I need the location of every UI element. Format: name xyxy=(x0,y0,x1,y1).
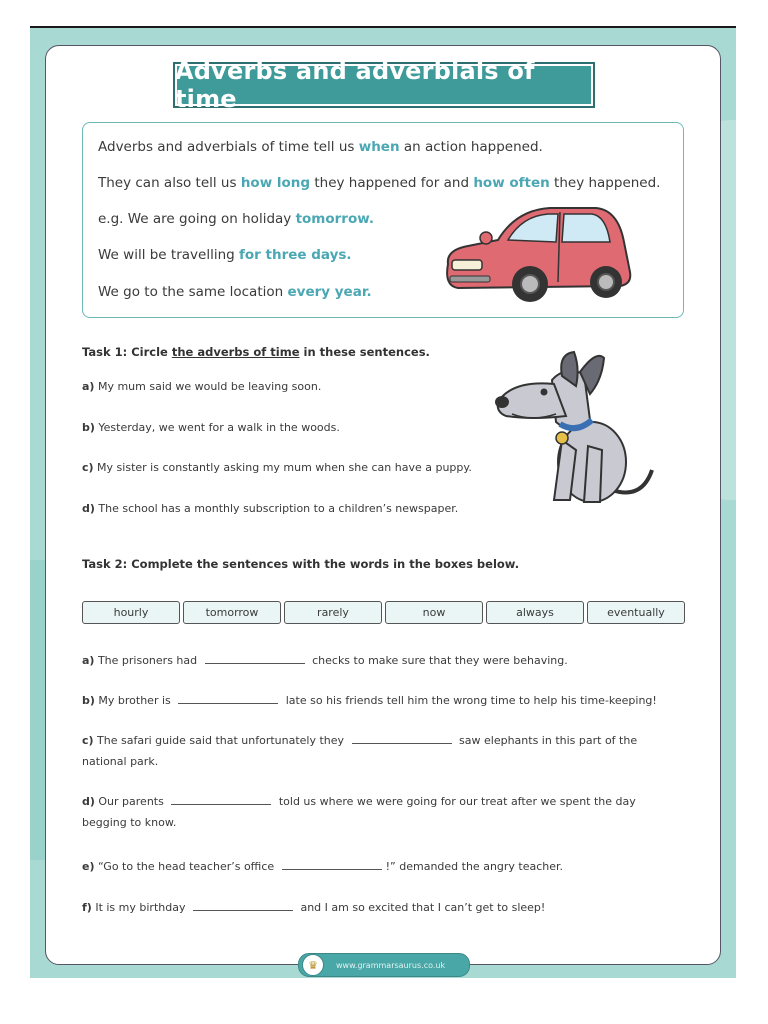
task2-item-f: f) It is my birthday and I am so excited that I can’t get to sleep! xyxy=(82,901,546,914)
word-bank xyxy=(82,601,685,624)
answer-blank[interactable] xyxy=(282,859,382,870)
task2-heading: Task 2: Complete the sentences with the words in the boxes below. xyxy=(82,557,520,571)
task1-item-a: a) My mum said we would be leaving soon. xyxy=(82,380,322,393)
answer-blank[interactable] xyxy=(193,900,293,911)
answer-blank[interactable] xyxy=(178,693,278,704)
answer-blank[interactable] xyxy=(171,794,271,805)
task1-item-c: c) My sister is constantly asking my mum when she can have a puppy. xyxy=(82,461,472,474)
answer-blank[interactable] xyxy=(205,653,305,664)
dog-illustration xyxy=(492,350,660,508)
task2-item-c: c) The safari guide said that unfortunately they saw elephants in this part of the national park. xyxy=(82,734,638,768)
word-box: tomorrow xyxy=(183,601,281,624)
car-illustration xyxy=(438,202,638,308)
info-line-2: They can also tell us how long they happened for and how often they happened. xyxy=(98,175,661,191)
footer-url[interactable]: www.grammarsaurus.co.uk xyxy=(336,960,446,970)
word-box: eventually xyxy=(587,601,685,624)
word-box: now xyxy=(385,601,483,624)
title-banner xyxy=(173,57,595,113)
task1-item-b: b) Yesterday, we went for a walk in the woods. xyxy=(82,421,340,434)
info-line-3: e.g. We are going on holiday tomorrow. xyxy=(98,211,374,227)
task2-item-e: e) “Go to the head teacher’s office !” demanded the angry teacher. xyxy=(82,860,564,873)
footer-badge xyxy=(298,953,470,977)
page-title: Adverbs and adverbials of time xyxy=(175,57,535,113)
task1-heading: Task 1: Circle the adverbs of time in these sentences. xyxy=(82,345,430,359)
word-box: rarely xyxy=(284,601,382,624)
info-line-4: We will be travelling for three days. xyxy=(98,247,352,263)
word-box: always xyxy=(486,601,584,624)
info-line-1: Adverbs and adverbials of time tell us when an action happened. xyxy=(98,139,543,155)
info-line-5: We go to the same location every year. xyxy=(98,284,372,300)
answer-blank[interactable] xyxy=(352,733,452,744)
task2-item-b: b) My brother is late so his friends tell him the wrong time to help his time-keeping! xyxy=(82,694,657,707)
crown-icon: ♛ xyxy=(302,954,324,976)
task2-item-a: a) The prisoners had checks to make sure that they were behaving. xyxy=(82,654,568,667)
task1-item-d: d) The school has a monthly subscription to a children’s newspaper. xyxy=(82,502,459,515)
word-box: hourly xyxy=(82,601,180,624)
task2-item-d: d) Our parents told us where we were going for our treat after we spent the day begging to know. xyxy=(82,795,636,829)
